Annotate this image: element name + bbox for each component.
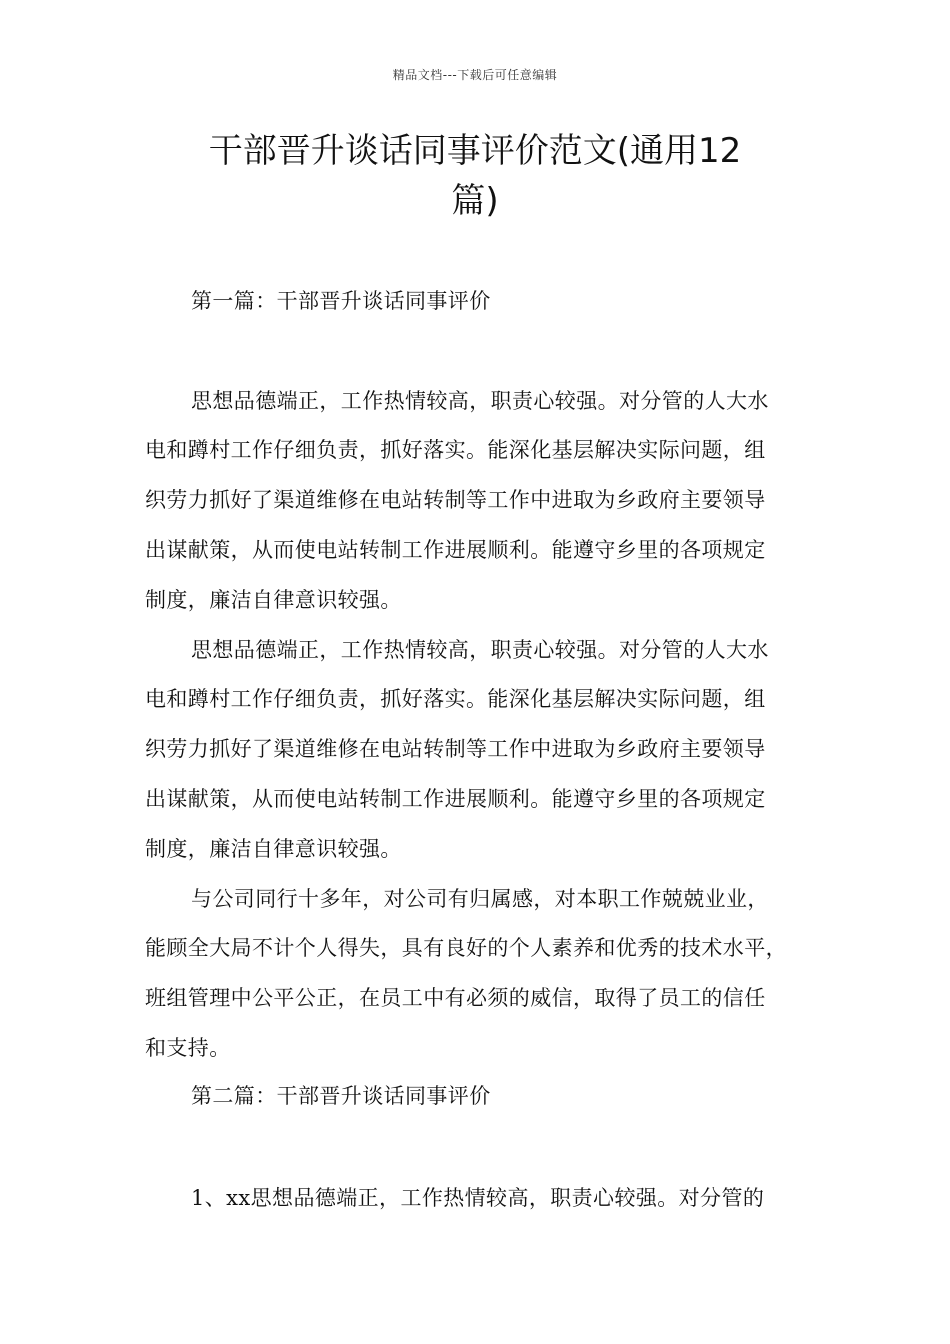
paragraph-line: 织劳力抓好了渠道维修在电站转制等工作中进取为乡政府主要领导: [145, 488, 766, 512]
paragraph-line: 与公司同行十多年，对公司有归属感，对本职工作兢兢业业，: [191, 887, 769, 911]
page-header: 精品文档---下载后可任意编辑: [392, 68, 558, 82]
paragraph-line: 制度，廉洁自律意识较强。: [145, 588, 402, 612]
paragraph-line: 思想品德端正，工作热情较高，职责心较强。对分管的人大水: [191, 638, 769, 662]
paragraph-line: 出谋献策，从而使电站转制工作进展顺利。能遵守乡里的各项规定: [145, 538, 766, 562]
section-heading-second: 第二篇：干部晋升谈话同事评价: [191, 1084, 491, 1108]
paragraph-line: 班组管理中公平公正，在员工中有必须的威信，取得了员工的信任: [145, 986, 766, 1010]
paragraph-line: 电和蹲村工作仔细负责，抓好落实。能深化基层解决实际问题，组: [145, 687, 766, 711]
section-heading-first: 第一篇：干部晋升谈话同事评价: [191, 289, 491, 313]
paragraph-line: 织劳力抓好了渠道维修在电站转制等工作中进取为乡政府主要领导: [145, 737, 766, 761]
paragraph-line: 出谋献策，从而使电站转制工作进展顺利。能遵守乡里的各项规定: [145, 787, 766, 811]
document-title: [150, 126, 800, 226]
paragraph-line: 能顾全大局不计个人得失，具有良好的个人素养和优秀的技术水平，: [145, 936, 787, 960]
list-item-1: 1、xx思想品德端正，工作热情较高，职责心较强。对分管的: [191, 1186, 765, 1210]
paragraph-line: 和支持。: [145, 1036, 231, 1060]
title-line-2: 篇): [451, 181, 499, 221]
paragraph-line: 制度，廉洁自律意识较强。: [145, 837, 402, 861]
paragraph-line: 思想品德端正，工作热情较高，职责心较强。对分管的人大水: [191, 389, 769, 413]
paragraph-line: 电和蹲村工作仔细负责，抓好落实。能深化基层解决实际问题，组: [145, 438, 766, 462]
title-line-1: 干部晋升谈话同事评价范文(通用12: [208, 131, 742, 171]
